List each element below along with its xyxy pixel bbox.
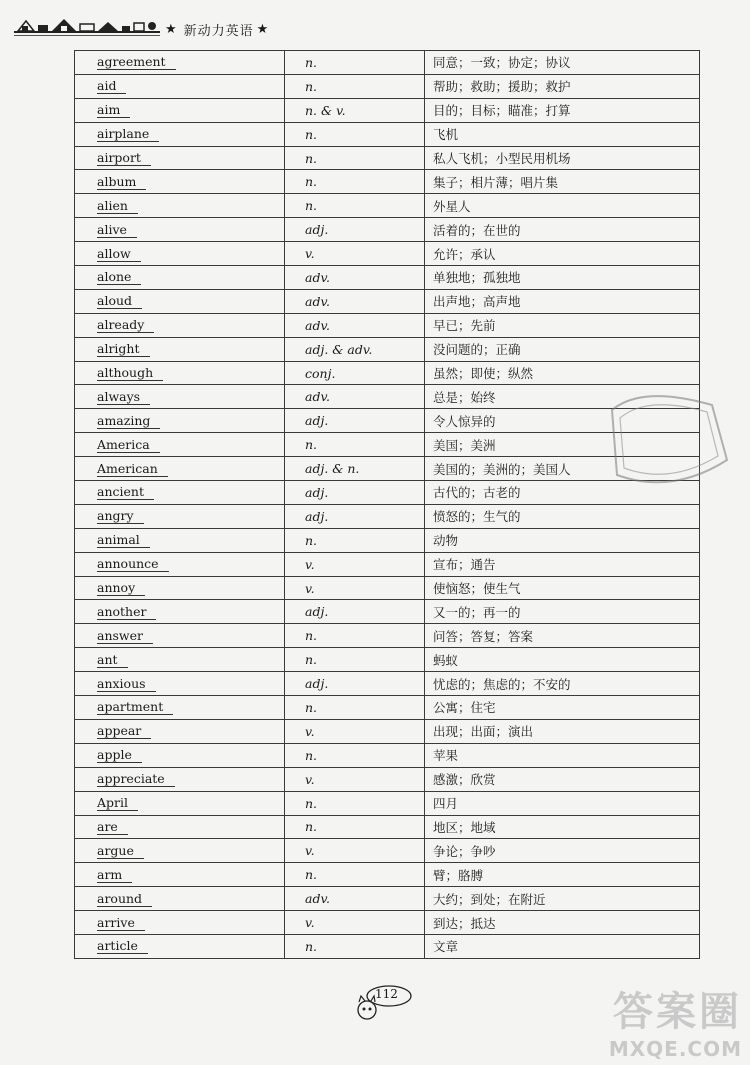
part-of-speech-cell: n. xyxy=(285,648,425,672)
word-text: annoy xyxy=(97,581,145,596)
word-text: apartment xyxy=(97,700,173,715)
word-text: although xyxy=(97,366,163,381)
meaning-cell: 古代的；古老的 xyxy=(425,481,700,505)
word-text: alone xyxy=(97,270,141,285)
part-of-speech-cell: n. xyxy=(285,743,425,767)
word-text: arrive xyxy=(97,916,145,931)
word-cell xyxy=(75,385,285,409)
part-of-speech-cell: n. xyxy=(285,863,425,887)
word-text: alien xyxy=(97,199,138,214)
word-cell xyxy=(75,194,285,218)
word-cell xyxy=(75,504,285,528)
page-number-badge xyxy=(345,982,425,1022)
word-cell xyxy=(75,337,285,361)
word-cell xyxy=(75,457,285,481)
part-of-speech-cell: v. xyxy=(285,767,425,791)
star-icon: ★ xyxy=(256,21,269,37)
part-of-speech-cell: adv. xyxy=(285,289,425,313)
meaning-cell: 集子；相片薄；唱片集 xyxy=(425,170,700,194)
word-text: arm xyxy=(97,868,132,883)
part-of-speech-cell: adj. xyxy=(285,218,425,242)
word-cell xyxy=(75,242,285,266)
meaning-cell: 单独地；孤独地 xyxy=(425,266,700,290)
word-cell xyxy=(75,98,285,122)
word-cell xyxy=(75,409,285,433)
table-row xyxy=(75,863,700,887)
table-row xyxy=(75,934,700,958)
word-text: aim xyxy=(97,103,130,118)
part-of-speech-cell: n. xyxy=(285,624,425,648)
table-row xyxy=(75,170,700,194)
part-of-speech-cell: adj. xyxy=(285,481,425,505)
word-cell xyxy=(75,767,285,791)
part-of-speech-cell: n. xyxy=(285,194,425,218)
word-text: appear xyxy=(97,724,151,739)
meaning-cell: 忧虑的；焦虑的；不安的 xyxy=(425,672,700,696)
meaning-cell: 公寓；住宅 xyxy=(425,696,700,720)
word-cell xyxy=(75,791,285,815)
word-cell xyxy=(75,719,285,743)
table-row xyxy=(75,266,700,290)
word-text: April xyxy=(97,796,138,811)
meaning-cell: 没问题的；正确 xyxy=(425,337,700,361)
word-cell xyxy=(75,266,285,290)
part-of-speech-cell: adv. xyxy=(285,887,425,911)
meaning-cell: 美国的；美洲的；美国人 xyxy=(425,457,700,481)
meaning-cell: 虽然；即使；纵然 xyxy=(425,361,700,385)
word-text: America xyxy=(97,438,160,453)
table-row xyxy=(75,242,700,266)
part-of-speech-cell: adj. & adv. xyxy=(285,337,425,361)
word-cell xyxy=(75,433,285,457)
word-cell xyxy=(75,361,285,385)
meaning-cell: 允许；承认 xyxy=(425,242,700,266)
word-text: argue xyxy=(97,844,144,859)
word-cell xyxy=(75,887,285,911)
part-of-speech-cell: adj. xyxy=(285,409,425,433)
meaning-cell: 地区；地域 xyxy=(425,815,700,839)
part-of-speech-cell: n. xyxy=(285,815,425,839)
table-row xyxy=(75,672,700,696)
part-of-speech-cell: n. xyxy=(285,170,425,194)
meaning-cell: 问答；答复；答案 xyxy=(425,624,700,648)
part-of-speech-cell: adj. & n. xyxy=(285,457,425,481)
word-text: airplane xyxy=(97,127,159,142)
meaning-cell: 目的；目标；瞄准；打算 xyxy=(425,98,700,122)
table-row xyxy=(75,289,700,313)
star-icon: ★ xyxy=(165,21,177,37)
meaning-cell: 到达；抵达 xyxy=(425,911,700,935)
table-row xyxy=(75,839,700,863)
part-of-speech-cell: n. xyxy=(285,433,425,457)
part-of-speech-cell: n. xyxy=(285,146,425,170)
meaning-cell: 又一的；再一的 xyxy=(425,600,700,624)
meaning-cell: 使恼怒；使生气 xyxy=(425,576,700,600)
table-row xyxy=(75,122,700,146)
word-text: aloud xyxy=(97,294,142,309)
part-of-speech-cell: n. & v. xyxy=(285,98,425,122)
word-text: around xyxy=(97,892,152,907)
watermark xyxy=(609,980,742,1061)
word-text: appreciate xyxy=(97,772,175,787)
word-cell xyxy=(75,648,285,672)
table-row xyxy=(75,719,700,743)
part-of-speech-cell: v. xyxy=(285,911,425,935)
watermark-text: 答案圈 xyxy=(613,989,742,1035)
part-of-speech-cell: n. xyxy=(285,696,425,720)
part-of-speech-cell: n. xyxy=(285,51,425,75)
part-of-speech-cell: n. xyxy=(285,122,425,146)
table-row xyxy=(75,504,700,528)
word-cell xyxy=(75,815,285,839)
meaning-cell: 飞机 xyxy=(425,122,700,146)
table-row xyxy=(75,528,700,552)
table-row xyxy=(75,767,700,791)
part-of-speech-cell: v. xyxy=(285,242,425,266)
meaning-cell: 私人飞机；小型民用机场 xyxy=(425,146,700,170)
table-row xyxy=(75,815,700,839)
part-of-speech-cell: conj. xyxy=(285,361,425,385)
part-of-speech-cell: adv. xyxy=(285,313,425,337)
meaning-cell: 文章 xyxy=(425,934,700,958)
meaning-cell: 蚂蚁 xyxy=(425,648,700,672)
part-of-speech-cell: n. xyxy=(285,74,425,98)
header-title: 新动力英语 xyxy=(183,23,254,39)
page-number: 112 xyxy=(375,987,398,1001)
part-of-speech-cell: n. xyxy=(285,934,425,958)
word-text: announce xyxy=(97,557,169,572)
table-row xyxy=(75,98,700,122)
part-of-speech-cell: v. xyxy=(285,719,425,743)
word-cell xyxy=(75,51,285,75)
table-row xyxy=(75,743,700,767)
word-cell xyxy=(75,218,285,242)
village-skyline-icon xyxy=(12,15,162,43)
part-of-speech-cell: adj. xyxy=(285,672,425,696)
word-cell xyxy=(75,743,285,767)
table-row xyxy=(75,887,700,911)
part-of-speech-cell: adj. xyxy=(285,600,425,624)
table-row xyxy=(75,146,700,170)
meaning-cell: 令人惊异的 xyxy=(425,409,700,433)
meaning-cell: 大约；到处；在附近 xyxy=(425,887,700,911)
meaning-cell: 争论；争吵 xyxy=(425,839,700,863)
meaning-cell: 愤怒的；生气的 xyxy=(425,504,700,528)
word-cell xyxy=(75,600,285,624)
word-text: article xyxy=(97,939,148,954)
word-text: alright xyxy=(97,342,150,357)
meaning-cell: 感激；欣赏 xyxy=(425,767,700,791)
word-cell xyxy=(75,696,285,720)
word-text: agreement xyxy=(97,55,176,70)
table-row xyxy=(75,74,700,98)
watermark-url: MXQE.COM xyxy=(608,1037,742,1061)
word-cell xyxy=(75,528,285,552)
part-of-speech-cell: v. xyxy=(285,552,425,576)
word-cell xyxy=(75,481,285,505)
part-of-speech-cell: v. xyxy=(285,576,425,600)
word-text: apple xyxy=(97,748,142,763)
word-cell xyxy=(75,146,285,170)
word-text: always xyxy=(97,390,150,405)
table-row xyxy=(75,51,700,75)
word-text: angry xyxy=(97,509,144,524)
word-text: airport xyxy=(97,151,151,166)
word-cell xyxy=(75,839,285,863)
word-text: another xyxy=(97,605,156,620)
word-text: are xyxy=(97,820,128,835)
table-row xyxy=(75,194,700,218)
meaning-cell: 臂；胳膊 xyxy=(425,863,700,887)
part-of-speech-cell: n. xyxy=(285,528,425,552)
word-text: allow xyxy=(97,247,141,262)
meaning-cell: 早已；先前 xyxy=(425,313,700,337)
word-cell xyxy=(75,289,285,313)
meaning-cell: 四月 xyxy=(425,791,700,815)
table-row xyxy=(75,791,700,815)
table-row xyxy=(75,648,700,672)
word-cell xyxy=(75,624,285,648)
vocabulary-table xyxy=(74,50,700,959)
meaning-cell: 帮助；救助；援助；救护 xyxy=(425,74,700,98)
word-text: amazing xyxy=(97,414,160,429)
word-cell xyxy=(75,911,285,935)
word-cell xyxy=(75,552,285,576)
word-cell xyxy=(75,576,285,600)
word-text: album xyxy=(97,175,146,190)
part-of-speech-cell: v. xyxy=(285,839,425,863)
table-row xyxy=(75,218,700,242)
stamp-seal xyxy=(602,380,732,500)
table-row xyxy=(75,911,700,935)
meaning-cell: 出声地；高声地 xyxy=(425,289,700,313)
part-of-speech-cell: adj. xyxy=(285,504,425,528)
table-row xyxy=(75,552,700,576)
word-text: ancient xyxy=(97,485,154,500)
meaning-cell: 同意；一致；协定；协议 xyxy=(425,51,700,75)
word-text: aid xyxy=(97,79,126,94)
meaning-cell: 出现；出面；演出 xyxy=(425,719,700,743)
meaning-cell: 总是；始终 xyxy=(425,385,700,409)
table-row xyxy=(75,337,700,361)
word-cell xyxy=(75,74,285,98)
word-text: American xyxy=(97,462,168,477)
word-cell xyxy=(75,313,285,337)
word-cell xyxy=(75,672,285,696)
meaning-cell: 动物 xyxy=(425,528,700,552)
table-row xyxy=(75,624,700,648)
table-row xyxy=(75,696,700,720)
table-row xyxy=(75,313,700,337)
part-of-speech-cell: n. xyxy=(285,791,425,815)
word-cell xyxy=(75,863,285,887)
word-text: ant xyxy=(97,653,128,668)
table-row xyxy=(75,600,700,624)
word-cell xyxy=(75,170,285,194)
meaning-cell: 外星人 xyxy=(425,194,700,218)
meaning-cell: 宣布；通告 xyxy=(425,552,700,576)
word-text: already xyxy=(97,318,154,333)
word-cell xyxy=(75,122,285,146)
meaning-cell: 活着的；在世的 xyxy=(425,218,700,242)
word-text: animal xyxy=(97,533,150,548)
part-of-speech-cell: adv. xyxy=(285,266,425,290)
word-text: anxious xyxy=(97,677,156,692)
page-header xyxy=(12,14,271,44)
word-text: alive xyxy=(97,223,137,238)
word-text: answer xyxy=(97,629,153,644)
word-cell xyxy=(75,934,285,958)
meaning-cell: 美国；美洲 xyxy=(425,433,700,457)
part-of-speech-cell: adv. xyxy=(285,385,425,409)
meaning-cell: 苹果 xyxy=(425,743,700,767)
table-row xyxy=(75,576,700,600)
